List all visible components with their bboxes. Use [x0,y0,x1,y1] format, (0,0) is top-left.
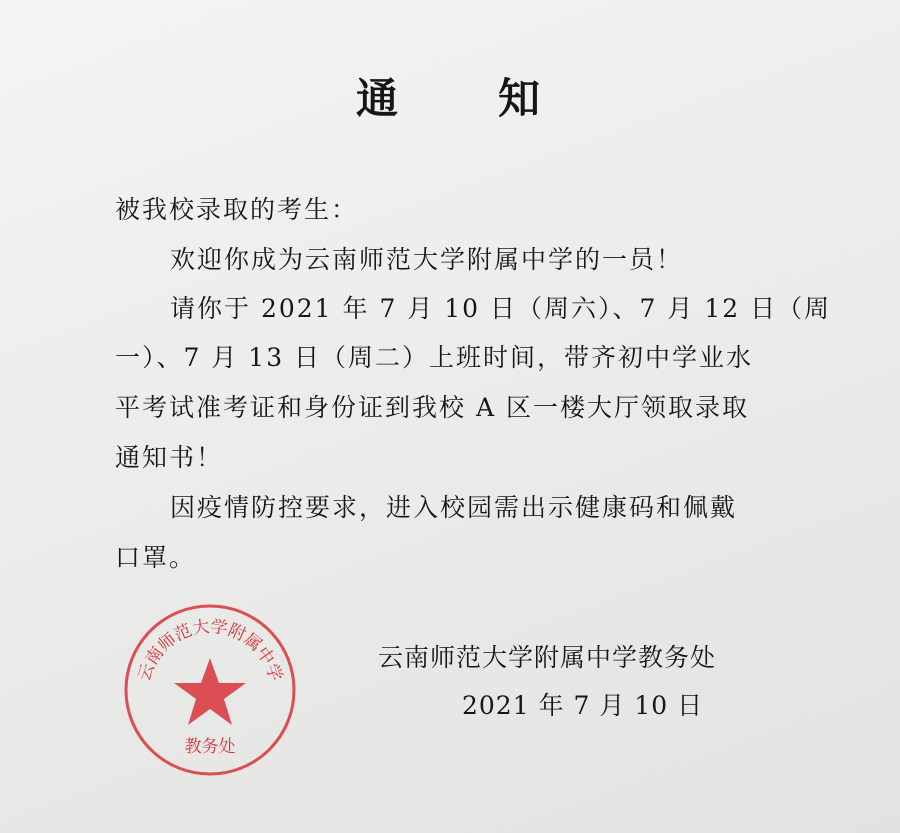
body-line: 平考试准考证和身份证到我校 A 区一楼大厅领取录取 [115,393,749,422]
salutation: 被我校录取的考生： [115,195,359,224]
body-line: 欢迎你成为云南师范大学附属中学的一员！ [170,245,684,274]
body-line: 口罩。 [115,543,197,572]
body-line: 一）、7 月 13 日（周二）上班时间，带齐初中学业水 [115,343,754,372]
body-line: 请你于 2021 年 7 月 10 日（周六）、7 月 12 日（周 [170,294,832,323]
seal-bottom-text: 教务处 [184,737,236,757]
title-char: 知 [498,74,545,123]
seal-arc-text: 云南师范大学附属中学 [134,616,286,684]
notice-title [0,66,900,126]
body-line: 通知书！ [115,443,224,472]
official-seal [120,600,300,780]
issuer: 云南师范大学附属中学教务处 [378,643,717,672]
issue-date: 2021 年 7 月 10 日 [462,691,704,720]
title-char: 通 [355,74,402,123]
body-line: 因疫情防控要求，进入校园需出示健康码和佩戴 [170,493,738,522]
